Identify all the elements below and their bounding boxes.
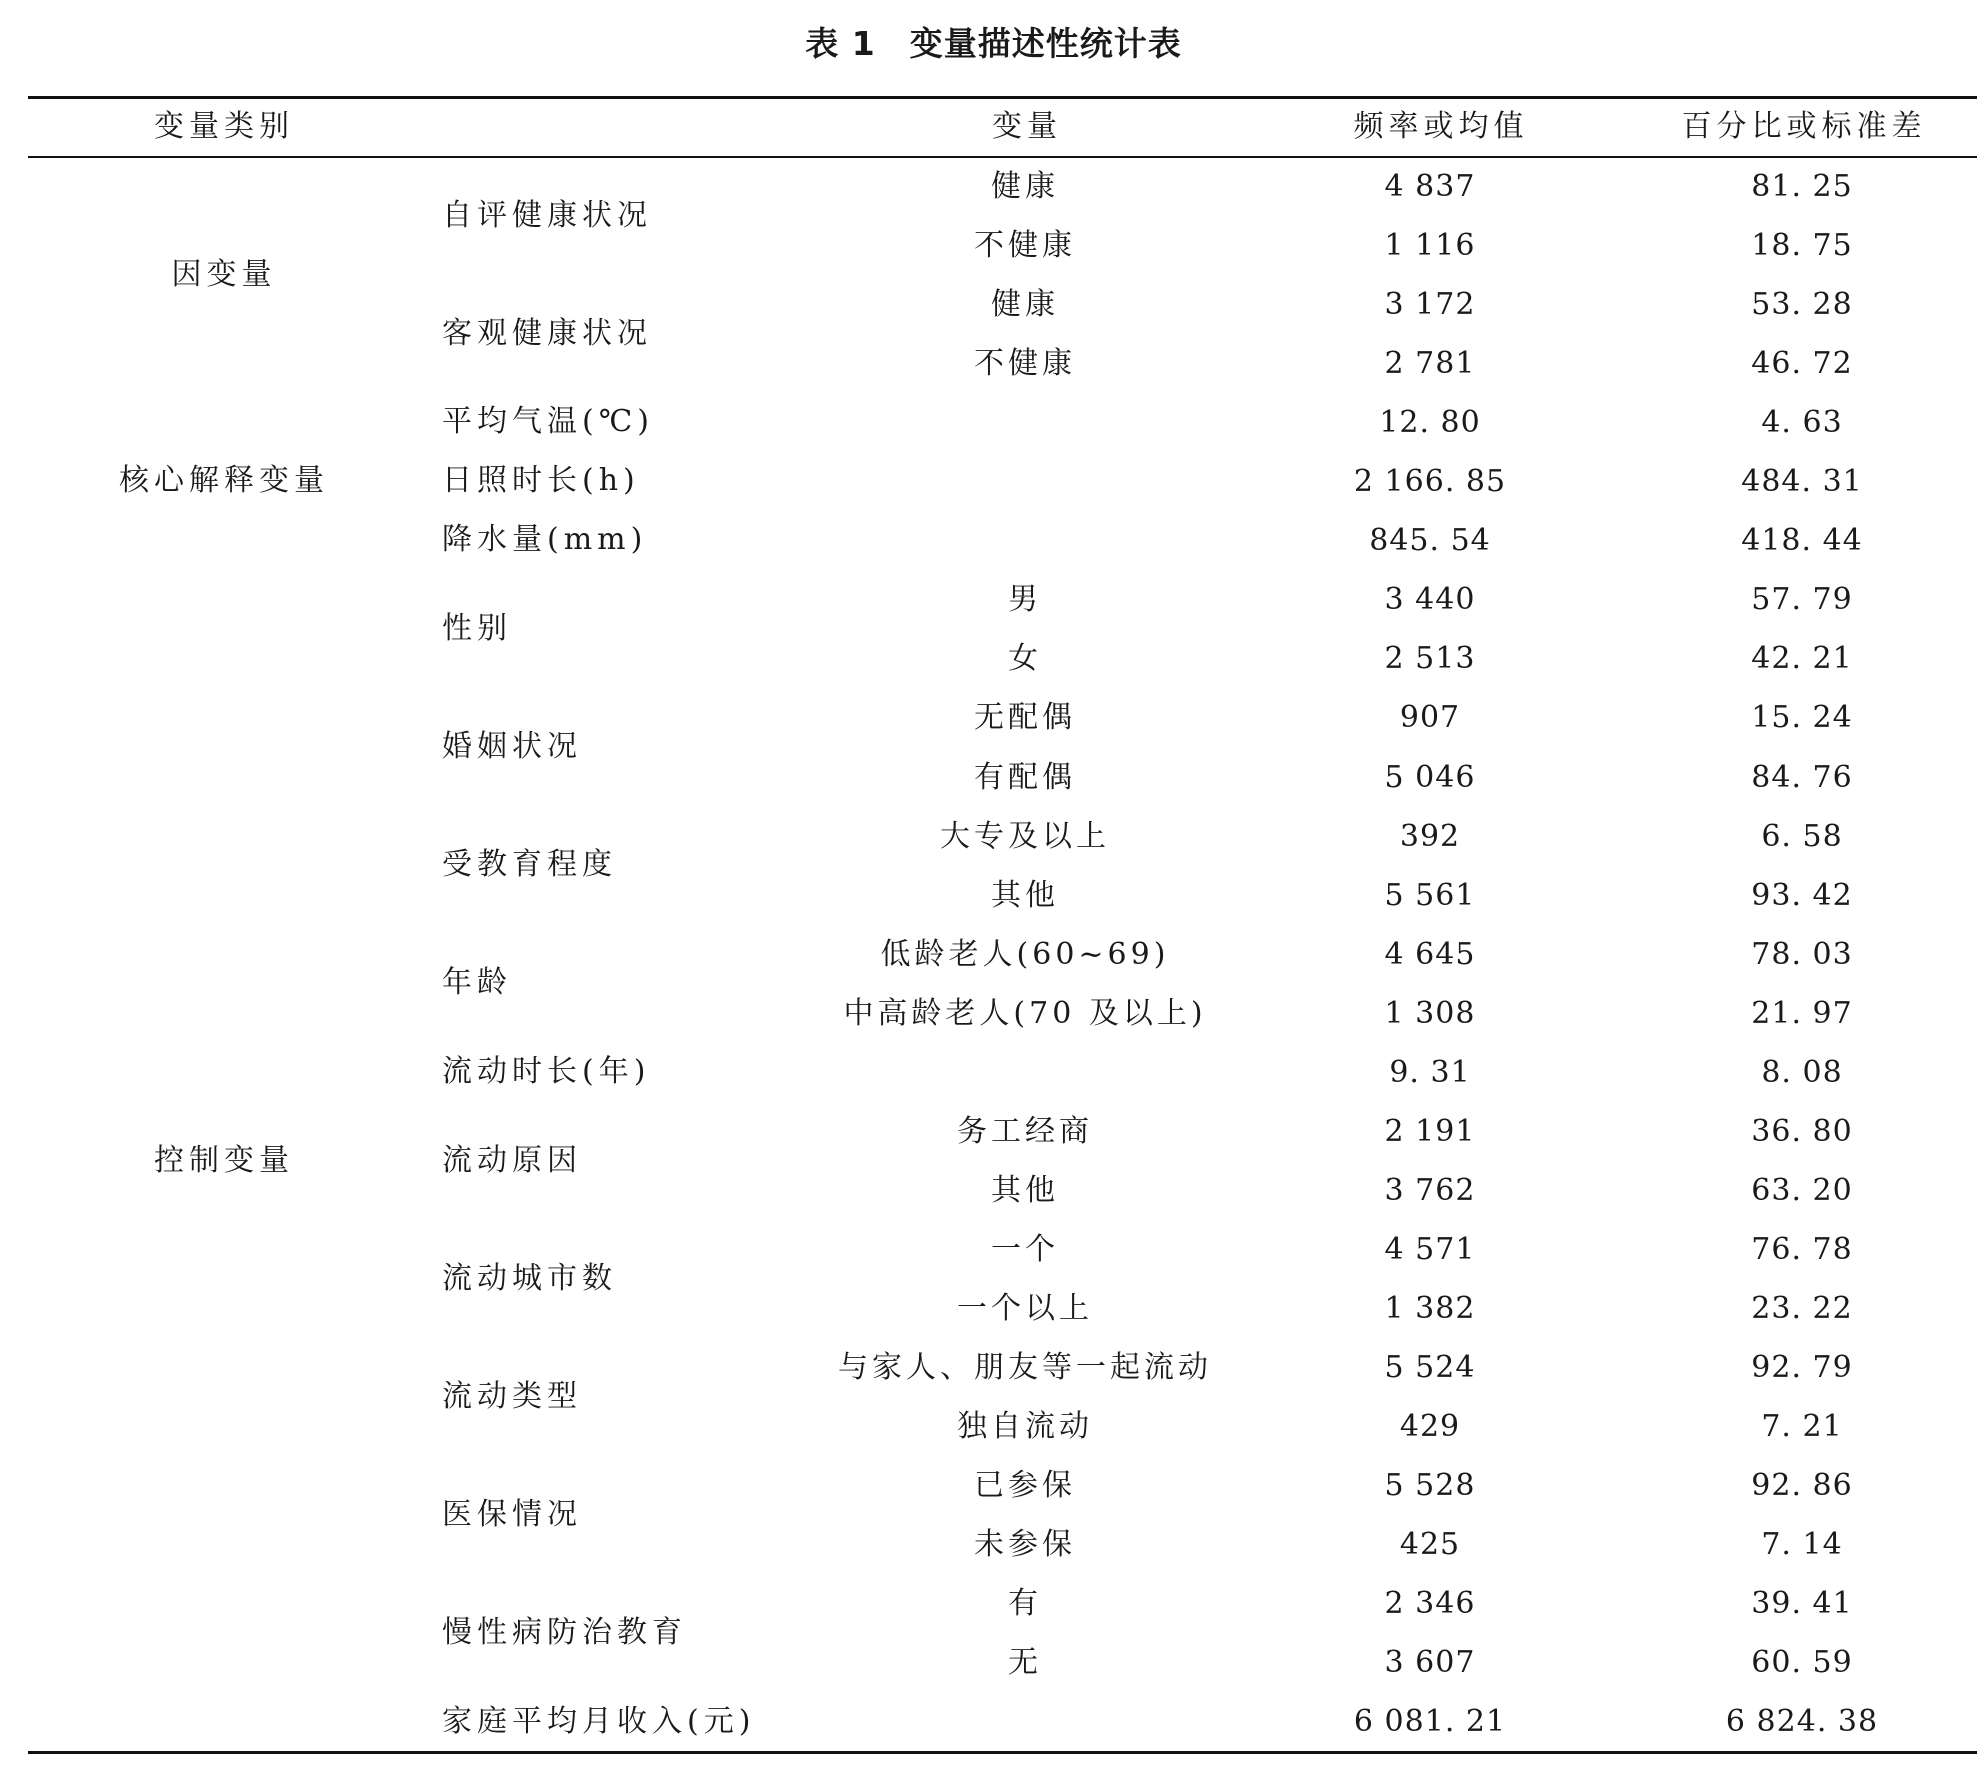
pct-or-sd-cell: 57. 79: [1751, 582, 1853, 617]
variable-option: 不健康: [974, 228, 1076, 263]
variable-option: 有: [1008, 1586, 1042, 1621]
category-label: 因变量: [171, 257, 277, 292]
pct-or-sd-cell: 76. 78: [1751, 1232, 1853, 1267]
freq-or-mean-cell: 429: [1399, 1409, 1461, 1444]
pct-or-sd-cell: 4. 63: [1761, 405, 1843, 440]
freq-or-mean-cell: 845. 54: [1369, 523, 1491, 558]
pct-or-sd-cell: 7. 21: [1761, 1409, 1843, 1444]
variable-option: 无配偶: [974, 700, 1076, 735]
freq-or-mean-cell: 4 645: [1384, 937, 1476, 972]
bottom-rule: [28, 1751, 1977, 1754]
pct-or-sd-cell: 78. 03: [1751, 937, 1853, 972]
variable-option: 健康: [991, 287, 1059, 322]
variable-name: 流动时长(年): [442, 1054, 651, 1089]
variable-option: 务工经商: [957, 1114, 1093, 1149]
header-variable: 变量: [992, 109, 1062, 144]
variable-option: 女: [1008, 641, 1042, 676]
variable-option: 独自流动: [957, 1409, 1093, 1444]
freq-or-mean-cell: 5 528: [1384, 1468, 1476, 1503]
pct-or-sd-cell: 93. 42: [1751, 878, 1853, 913]
freq-or-mean-cell: 5 046: [1384, 760, 1476, 795]
pct-or-sd-cell: 63. 20: [1751, 1173, 1853, 1208]
pct-or-sd-cell: 15. 24: [1751, 700, 1853, 735]
variable-option: 大专及以上: [940, 819, 1110, 854]
variable-option: 健康: [991, 169, 1059, 204]
variable-name: 家庭平均月收入(元): [442, 1704, 756, 1739]
freq-or-mean-cell: 12. 80: [1379, 405, 1481, 440]
top-rule: [28, 96, 1977, 99]
freq-or-mean-cell: 425: [1399, 1527, 1461, 1562]
variable-option: 男: [1008, 582, 1042, 617]
pct-or-sd-cell: 8. 08: [1761, 1055, 1843, 1090]
variable-option: 其他: [991, 878, 1059, 913]
variable-name: 自评健康状况: [442, 198, 652, 233]
pct-or-sd-cell: 81. 25: [1751, 169, 1853, 204]
variable-name: 婚姻状况: [442, 729, 582, 764]
pct-or-sd-cell: 6 824. 38: [1725, 1704, 1879, 1739]
freq-or-mean-cell: 2 781: [1384, 346, 1476, 381]
freq-or-mean-cell: 4 837: [1384, 169, 1476, 204]
variable-name: 性别: [442, 611, 512, 646]
pct-or-sd-cell: 42. 21: [1751, 641, 1853, 676]
variable-name: 平均气温(℃): [442, 404, 654, 439]
freq-or-mean-cell: 3 440: [1384, 582, 1476, 617]
freq-or-mean-cell: 2 166. 85: [1353, 464, 1507, 499]
variable-name: 流动类型: [442, 1379, 582, 1414]
header-category: 变量类别: [154, 109, 294, 144]
freq-or-mean-cell: 5 561: [1384, 878, 1476, 913]
pct-or-sd-cell: 84. 76: [1751, 760, 1853, 795]
pct-or-sd-cell: 46. 72: [1751, 346, 1853, 381]
pct-or-sd-cell: 39. 41: [1751, 1586, 1853, 1621]
variable-option: 中高龄老人(70 及以上): [843, 996, 1207, 1031]
freq-or-mean-cell: 1 116: [1384, 228, 1476, 263]
variable-name: 客观健康状况: [442, 316, 652, 351]
variable-option: 有配偶: [974, 760, 1076, 795]
freq-or-mean-cell: 3 762: [1384, 1173, 1476, 1208]
pct-or-sd-cell: 36. 80: [1751, 1114, 1853, 1149]
pct-or-sd-cell: 484. 31: [1741, 464, 1863, 499]
pct-or-sd-cell: 21. 97: [1751, 996, 1853, 1031]
pct-or-sd-cell: 92. 86: [1751, 1468, 1853, 1503]
freq-or-mean-cell: 3 607: [1384, 1645, 1476, 1680]
pct-or-sd-cell: 18. 75: [1751, 228, 1853, 263]
variable-option: 未参保: [974, 1527, 1076, 1562]
freq-or-mean-cell: 3 172: [1384, 287, 1476, 322]
variable-name: 年龄: [442, 965, 512, 1000]
freq-or-mean-cell: 907: [1399, 700, 1461, 735]
table-title: 表 1 变量描述性统计表: [805, 24, 1182, 63]
variable-name: 日照时长(h): [442, 463, 640, 498]
variable-option: 与家人、朋友等一起流动: [838, 1350, 1212, 1385]
freq-or-mean-cell: 2 346: [1384, 1586, 1476, 1621]
category-label: 核心解释变量: [119, 463, 329, 498]
variable-name: 受教育程度: [442, 847, 617, 882]
variable-name: 慢性病防治教育: [442, 1615, 687, 1650]
pct-or-sd-cell: 23. 22: [1751, 1291, 1853, 1326]
freq-or-mean-cell: 2 191: [1384, 1114, 1476, 1149]
variable-option: 其他: [991, 1173, 1059, 1208]
variable-option: 无: [1008, 1645, 1042, 1680]
variable-name: 医保情况: [442, 1497, 582, 1532]
freq-or-mean-cell: 1 382: [1384, 1291, 1476, 1326]
freq-or-mean-cell: 392: [1399, 819, 1461, 854]
freq-or-mean-cell: 2 513: [1384, 641, 1476, 676]
pct-or-sd-cell: 418. 44: [1741, 523, 1863, 558]
pct-or-sd-cell: 92. 79: [1751, 1350, 1853, 1385]
freq-or-mean-cell: 1 308: [1384, 996, 1476, 1031]
freq-or-mean-cell: 6 081. 21: [1353, 1704, 1507, 1739]
variable-option: 一个: [991, 1232, 1059, 1267]
category-label: 控制变量: [154, 1143, 294, 1178]
variable-name: 流动原因: [442, 1143, 582, 1178]
pct-or-sd-cell: 53. 28: [1751, 287, 1853, 322]
freq-or-mean-cell: 9. 31: [1389, 1055, 1471, 1090]
variable-option: 一个以上: [957, 1291, 1093, 1326]
freq-or-mean-cell: 4 571: [1384, 1232, 1476, 1267]
header-freq-or-mean: 频率或均值: [1353, 109, 1529, 144]
variable-option: 低龄老人(60~69): [880, 937, 1170, 972]
pct-or-sd-cell: 60. 59: [1751, 1645, 1853, 1680]
pct-or-sd-cell: 6. 58: [1761, 819, 1843, 854]
header-pct-or-sd: 百分比或标准差: [1681, 109, 1927, 144]
freq-or-mean-cell: 5 524: [1384, 1350, 1476, 1385]
pct-or-sd-cell: 7. 14: [1761, 1527, 1843, 1562]
variable-option: 已参保: [974, 1468, 1076, 1503]
variable-option: 不健康: [974, 346, 1076, 381]
variable-name: 流动城市数: [442, 1261, 617, 1296]
variable-name: 降水量(mm): [442, 522, 648, 557]
